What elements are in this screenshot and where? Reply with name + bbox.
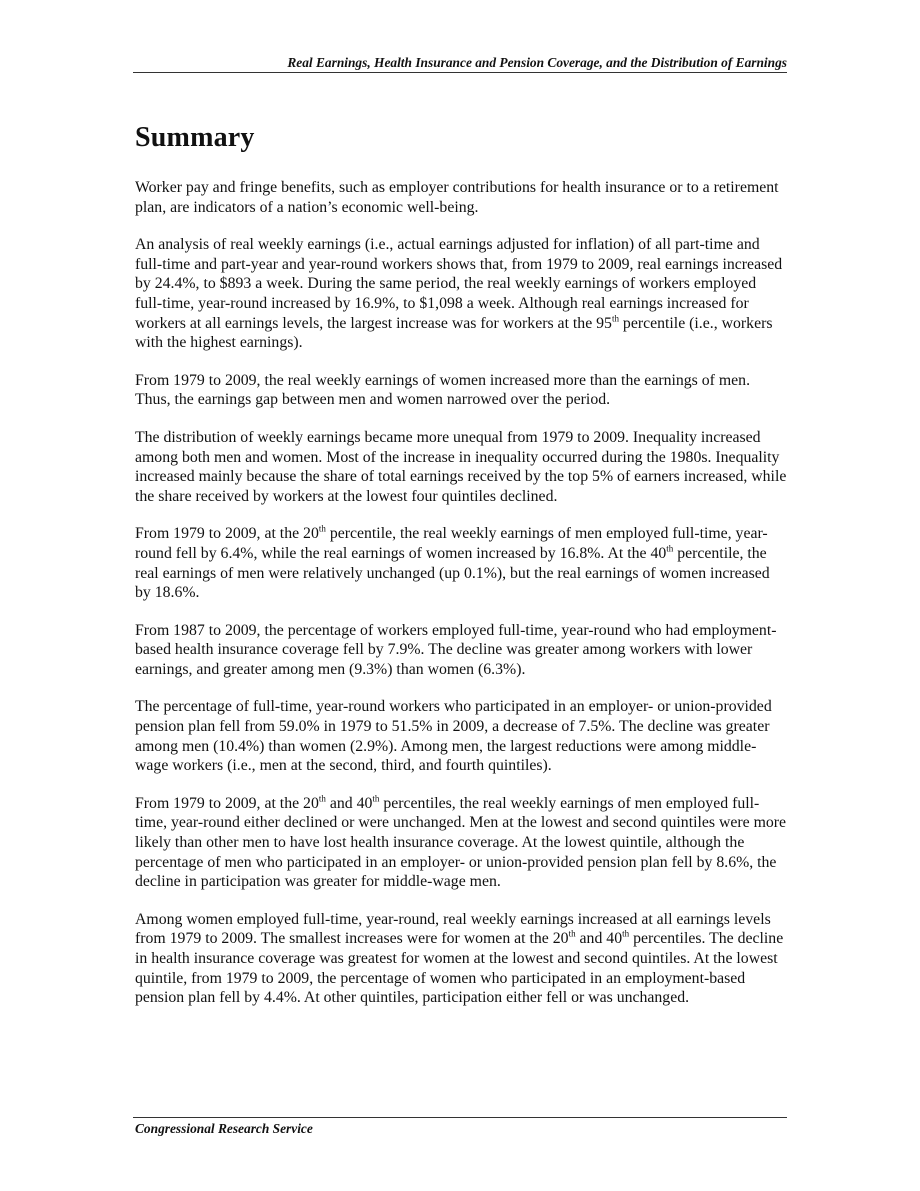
ordinal-suffix: th [372, 793, 380, 804]
paragraph-inequality: The distribution of weekly earnings became more unequal from 1979 to 2009. Inequality increased among both men and women. Most of the increase in inequality occurred during the 1980s. Inequality increased mainly because the share of total earnings received by the top 5% of earners increased, while the share received by workers at the lowest four quintiles declined. [135, 428, 787, 505]
ordinal-suffix: th [666, 543, 674, 554]
header-divider [133, 72, 787, 73]
paragraph-men: From 1979 to 2009, at the 20th and 40th percentiles, the real weekly earnings of men employed full-time, year-round either declined or were unchanged. Men at the lowest and second quintiles were more likely than other men to have lost health insurance coverage. At the lowest quintile, although the percentage of men who participated in an employer- or union-provided pension plan fell by 8.6%, the decline in participation was greater for middle-wage men. [135, 793, 787, 891]
page-title: Summary [135, 122, 255, 153]
paragraph-real-earnings: An analysis of real weekly earnings (i.e., actual earnings adjusted for inflation) of all part-time and full-time and part-year and year-round workers shows that, from 1979 to 2009, real earnings increased by 24.4%, to $893 a week. During the same period, the real weekly earnings of workers employed full-time, year-round increased by 16.9%, to $1,098 a week. Although real earnings increased for workers at all earnings levels, the largest increase was for workers at the 95th percentile (i.e., workers with the highest earnings). [135, 236, 783, 352]
ordinal-suffix: th [318, 793, 326, 804]
paragraph-intro: Worker pay and fringe benefits, such as employer contributions for health insurance or to a retirement plan, are indicators of a nation’s economic well-being. [135, 179, 779, 216]
footer-organization: Congressional Research Service [135, 1121, 313, 1136]
paragraph-women: Among women employed full-time, year-round, real weekly earnings increased at all earnings levels from 1979 to 2009. The smallest increases were for women at the 20th and 40th percentiles. The decline in health insurance coverage was greatest for women at the lowest and second quintiles. At the lowest quintile, from 1979 to 2009, the percentage of women who participated in an employment-based pension plan fell by 4.4%. At other quintiles, participation either fell or was unchanged. [135, 910, 784, 1007]
ordinal-suffix: th [622, 929, 630, 940]
ordinal-suffix: th [568, 929, 576, 940]
paragraph-pension: The percentage of full-time, year-round workers who participated in an employer- or union-provided pension plan fell from 59.0% in 1979 to 51.5% in 2009, a decrease of 7.5%. The decline was greater among men (10.4%) than women (2.9%). Among men, the largest reductions were among middle-wage workers (i.e., men at the second, third, and fourth quintiles). [135, 698, 772, 775]
summary-body [135, 178, 787, 1026]
ordinal-suffix: th [318, 524, 326, 535]
paragraph-health-insurance: From 1987 to 2009, the percentage of workers employed full-time, year-round who had employment-based health insurance coverage fell by 7.9%. The decline was greater among workers with lower earnings, and greater among men (9.3%) than women (6.3%). [135, 621, 777, 678]
paragraph-percentiles: From 1979 to 2009, at the 20th percentile, the real weekly earnings of men employed full-time, year-round fell by 6.4%, while the real earnings of women increased by 16.8%. At the 40th percentile, the real earnings of men were relatively unchanged (up 0.1%), but the real earnings of women increased by 18.6%. [135, 524, 770, 602]
footer-divider [133, 1117, 787, 1118]
ordinal-suffix: th [611, 313, 619, 324]
paragraph-gender-gap: From 1979 to 2009, the real weekly earnings of women increased more than the earnings of men. Thus, the earnings gap between men and women narrowed over the period. [135, 371, 751, 409]
running-header: Real Earnings, Health Insurance and Pension Coverage, and the Distribution of Earnings [287, 55, 787, 70]
